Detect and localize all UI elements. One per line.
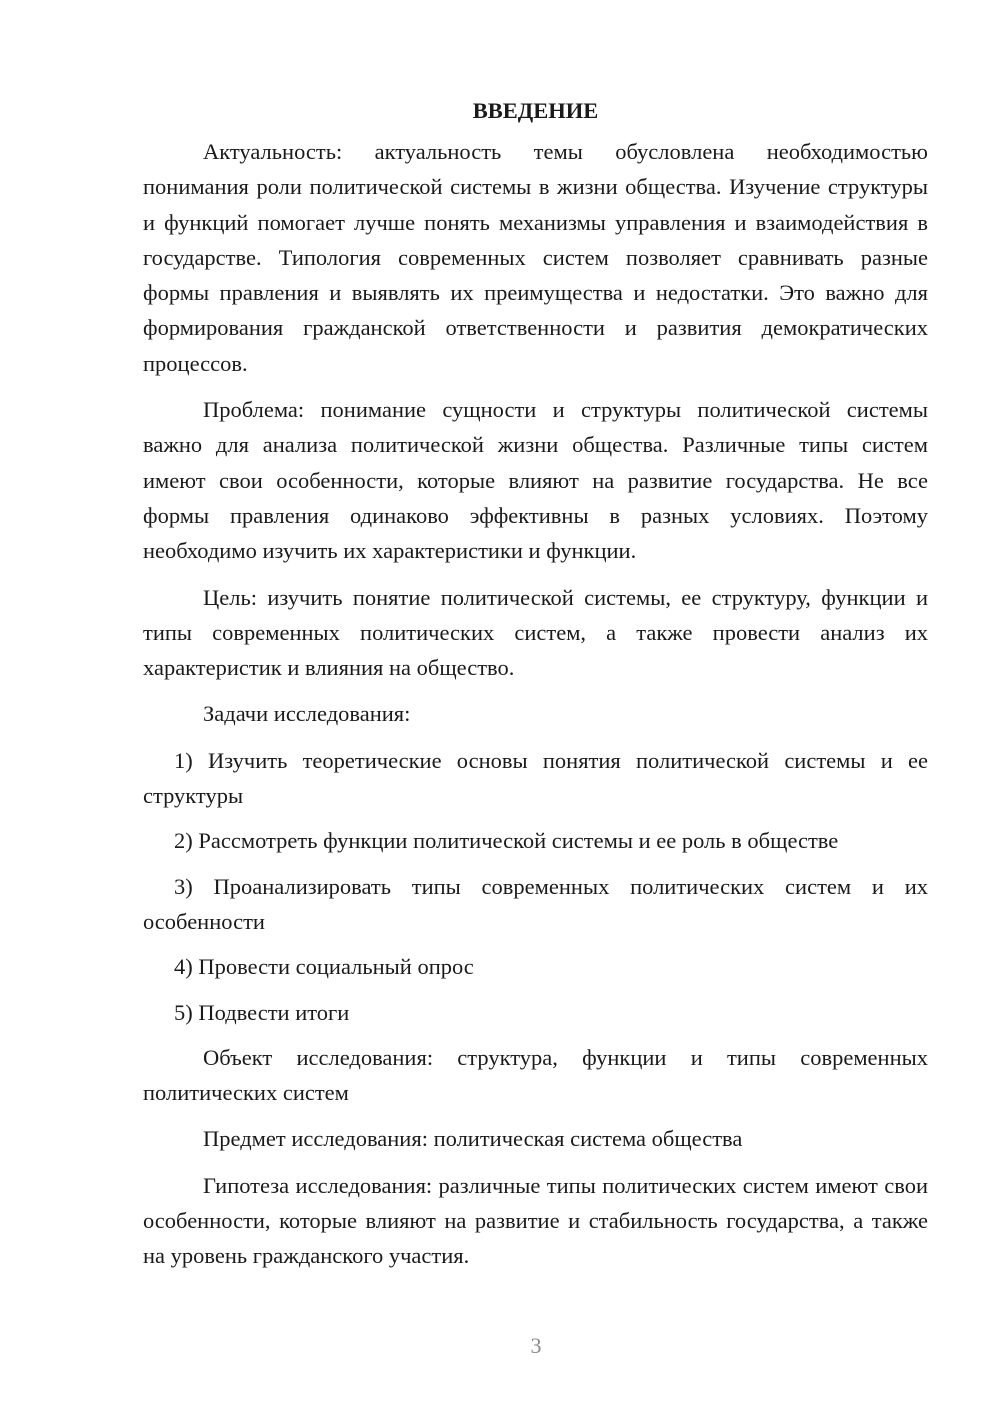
task-item-2: 2) Рассмотреть функции политической системы и ее роль в обществе [174,828,839,854]
paragraph-hypothesis: Гипотеза исследования: различные типы политических систем имеют свои особенности, которые влияют на развитие и стабильность государства, а также на уровень гражданского участия. [143,1172,928,1269]
paragraph-relevance: Актуальность: актуальность темы обусловлена необходимостью понимания роли политической системы в жизни общества. Изучение структуры и функций помогает лучше понять механизмы управления и взаимодействия в государстве. Типология современных систем позволяет сравнивать разные формы правления и выявлять их преимущества и недостатки. Это важно для формирования гражданской ответственности и развития демократических процессов. [143,139,928,376]
page-title: ВВЕДЕНИЕ [472,98,599,123]
tasks-heading: Задачи исследования: [203,701,411,727]
task-item-5: 5) Подвести итоги [174,999,350,1025]
page-content [143,92,928,1285]
page-number: 3 [530,1333,542,1358]
paragraph-subject: Предмет исследования: политическая система общества [203,1126,743,1152]
paragraph-problem: Проблема: понимание сущности и структуры политической системы важно для анализа политической жизни общества. Различные типы систем имеют свои особенности, которые влияют на развитие государства. Не все формы правления одинаково эффективны в разных условиях. Поэтому необходимо изучить их характеристики и функции. [143,397,928,564]
task-item-3: 3) Проанализировать типы современных политических систем и их особенности [143,873,928,934]
task-item-4: 4) Провести социальный опрос [174,954,474,980]
paragraph-object: Объект исследования: структура, функции и типы современных политических систем [143,1044,928,1106]
task-item-1: 1) Изучить теоретические основы понятия политической системы и ее структуры [143,747,928,809]
paragraph-goal: Цель: изучить понятие политической системы, ее структуру, функции и типы современных политических систем, а также провести анализ их характеристик и влияния на общество. [143,584,928,681]
